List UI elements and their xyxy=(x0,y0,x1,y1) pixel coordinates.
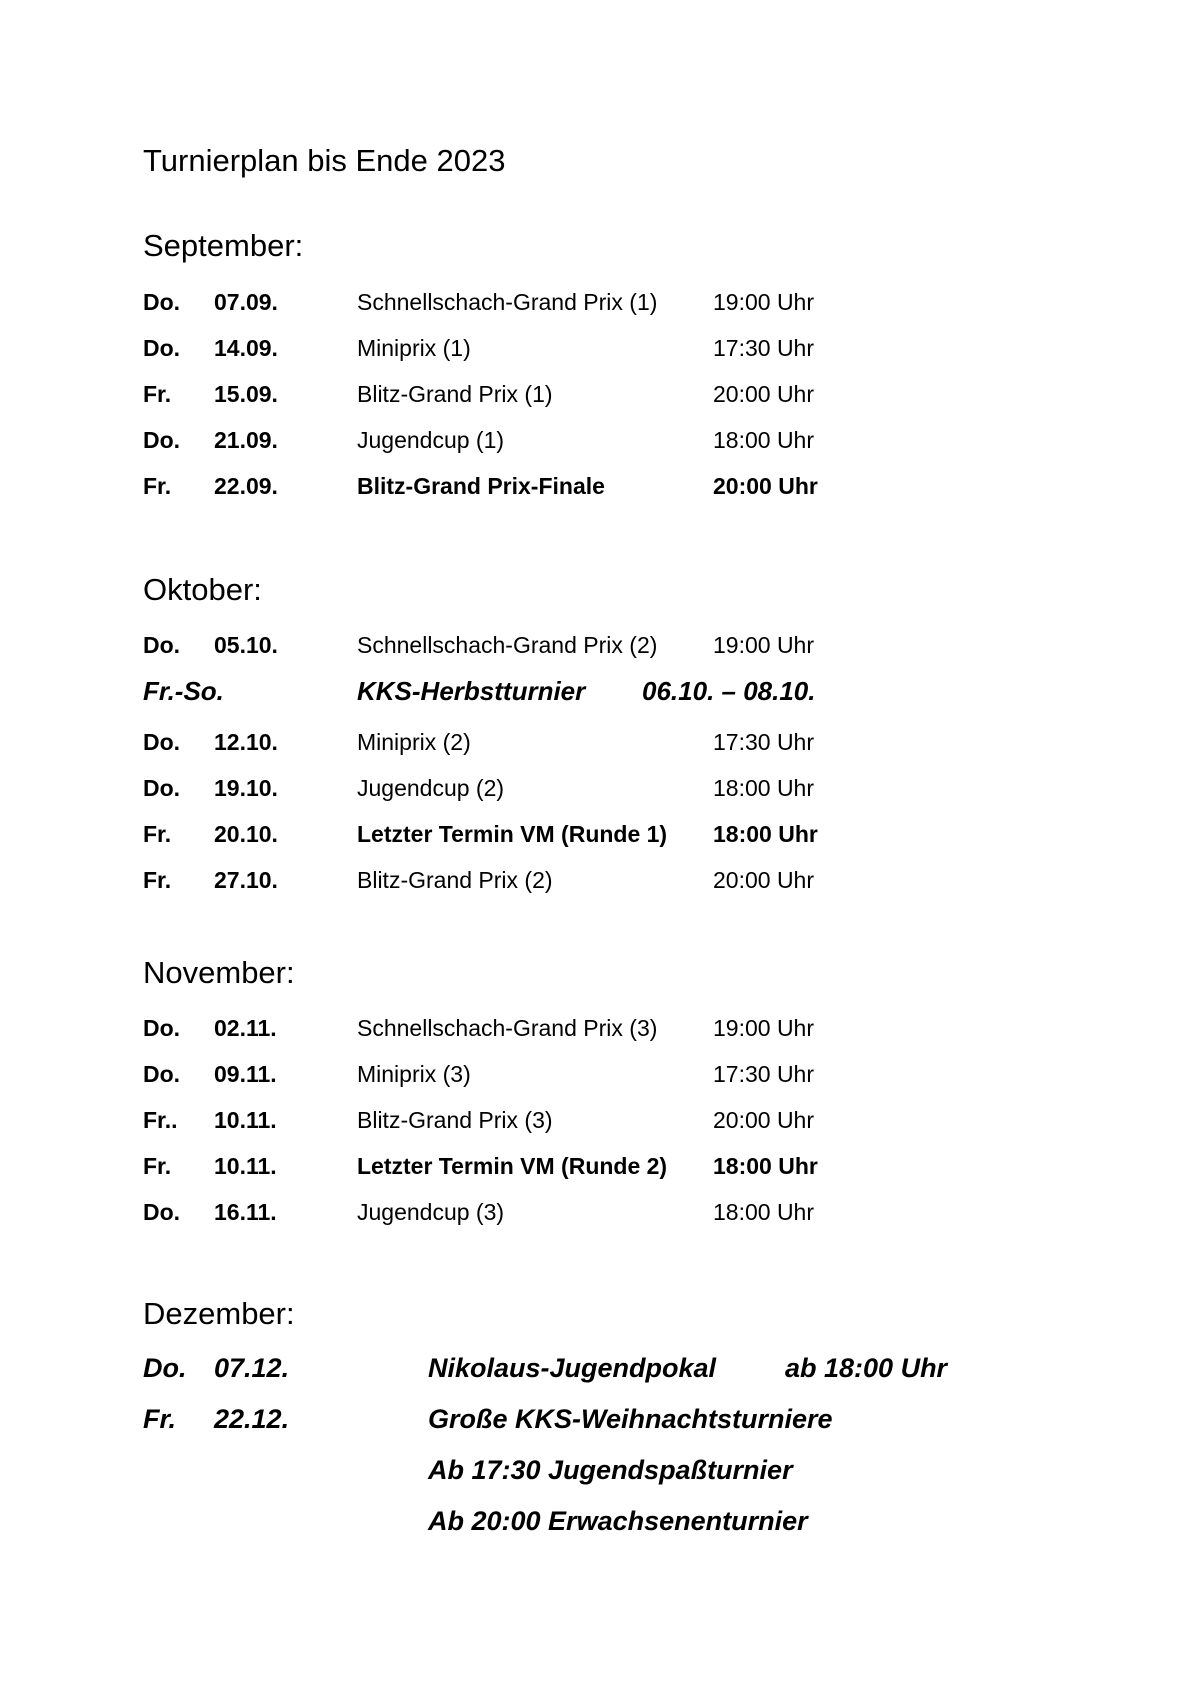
row-date: 20.10. xyxy=(214,821,278,847)
row-day: Do. xyxy=(143,289,181,315)
row-event: Blitz-Grand Prix (2) xyxy=(357,867,553,893)
row-date: 10.11. xyxy=(214,1153,277,1179)
row-event: Blitz-Grand Prix-Finale xyxy=(357,473,605,499)
special-event-days: Fr.-So. xyxy=(143,676,224,706)
row-date: 21.09. xyxy=(214,427,278,453)
row-time: 17:30 Uhr xyxy=(713,335,815,361)
row-time: 18:00 Uhr xyxy=(713,427,815,453)
schedule-row xyxy=(0,630,1190,660)
row-event: Miniprix (3) xyxy=(357,1061,471,1087)
row-event: Schnellschach-Grand Prix (3) xyxy=(357,1015,658,1041)
row-day: Do. xyxy=(143,1199,181,1225)
schedule-row-highlighted xyxy=(0,819,1190,849)
row-time: 18:00 Uhr xyxy=(713,1199,815,1225)
row-date: 16.11. xyxy=(214,1199,277,1225)
nikolaus-row xyxy=(0,1351,1190,1385)
row-day: Do. xyxy=(143,427,181,453)
row-event: Blitz-Grand Prix (1) xyxy=(357,381,553,407)
special-event-row xyxy=(0,674,1190,708)
row-day: Fr. xyxy=(143,821,172,847)
row-time: 20:00 Uhr xyxy=(713,473,818,499)
row-event: Jugendcup (1) xyxy=(357,427,505,453)
row-event: Miniprix (2) xyxy=(357,729,471,755)
row-day: Fr. xyxy=(143,381,172,407)
row-event: Schnellschach-Grand Prix (1) xyxy=(357,289,658,315)
month-heading-oktober: Oktober: xyxy=(143,572,262,607)
schedule-row-highlighted xyxy=(0,471,1190,501)
row-time: 20:00 Uhr xyxy=(713,867,815,893)
page-title: Turnierplan bis Ende 2023 xyxy=(143,143,506,178)
row-day: Do. xyxy=(143,729,181,755)
row-time: 19:00 Uhr xyxy=(713,289,815,315)
month-heading-dezember: Dezember: xyxy=(143,1296,295,1331)
row-time: 19:00 Uhr xyxy=(713,632,815,658)
row-day: Do. xyxy=(143,775,181,801)
row-event: Miniprix (1) xyxy=(357,335,471,361)
row-time: 17:30 Uhr xyxy=(713,1061,815,1087)
row-date: 22.12. xyxy=(214,1404,290,1434)
special-event-name: KKS-Herbstturnier xyxy=(357,676,586,706)
schedule-row xyxy=(0,1059,1190,1089)
row-day: Do. xyxy=(143,1015,181,1041)
schedule-row xyxy=(0,865,1190,895)
row-day: Fr. xyxy=(143,473,172,499)
weihnachten-row xyxy=(0,1402,1190,1436)
schedule-row xyxy=(0,379,1190,409)
row-time: 18:00 Uhr xyxy=(713,1153,818,1179)
row-time: 20:00 Uhr xyxy=(713,1107,815,1133)
row-day: Fr.. xyxy=(143,1107,178,1133)
row-date: 22.09. xyxy=(214,473,278,499)
row-event: Schnellschach-Grand Prix (2) xyxy=(357,632,658,658)
jugend-turnier-line: Ab 17:30 Jugendspaßturnier xyxy=(428,1455,793,1485)
row-date: 07.09. xyxy=(214,289,278,315)
schedule-row xyxy=(0,333,1190,363)
row-date: 12.10. xyxy=(214,729,278,755)
row-day: Fr. xyxy=(143,1153,172,1179)
row-date: 05.10. xyxy=(214,632,278,658)
row-event: Jugendcup (2) xyxy=(357,775,505,801)
row-event: Letzter Termin VM (Runde 1) xyxy=(357,821,668,847)
row-time: 18:00 Uhr xyxy=(713,775,815,801)
row-time: 19:00 Uhr xyxy=(713,1015,815,1041)
row-event: Jugendcup (3) xyxy=(357,1199,505,1225)
row-event: Blitz-Grand Prix (3) xyxy=(357,1107,553,1133)
month-heading-november: November: xyxy=(143,955,295,990)
row-event: Nikolaus-Jugendpokal xyxy=(428,1353,717,1383)
row-day: Do. xyxy=(143,335,181,361)
row-event: Große KKS-Weihnachtsturniere xyxy=(428,1404,833,1434)
row-time: 20:00 Uhr xyxy=(713,381,815,407)
row-day: Fr. xyxy=(143,867,172,893)
row-date: 27.10. xyxy=(214,867,278,893)
special-event-dates: 06.10. – 08.10. xyxy=(642,676,816,706)
erwachsenen-turnier-line: Ab 20:00 Erwachsenenturnier xyxy=(428,1506,808,1536)
weihnachten-line-1 xyxy=(0,1453,1190,1487)
row-time: 17:30 Uhr xyxy=(713,729,815,755)
row-time: ab 18:00 Uhr xyxy=(785,1353,948,1383)
row-day: Do. xyxy=(143,1061,181,1087)
schedule-row xyxy=(0,287,1190,317)
row-day: Do. xyxy=(143,1353,187,1383)
row-time: 18:00 Uhr xyxy=(713,821,818,847)
row-date: 02.11. xyxy=(214,1015,277,1041)
row-event: Letzter Termin VM (Runde 2) xyxy=(357,1153,668,1179)
row-date: 15.09. xyxy=(214,381,278,407)
schedule-row xyxy=(0,727,1190,757)
row-date: 14.09. xyxy=(214,335,278,361)
weihnachten-line-2 xyxy=(0,1504,1190,1538)
schedule-row xyxy=(0,1197,1190,1227)
schedule-row xyxy=(0,425,1190,455)
schedule-row-highlighted xyxy=(0,1151,1190,1181)
schedule-row xyxy=(0,773,1190,803)
row-date: 19.10. xyxy=(214,775,278,801)
row-date: 09.11. xyxy=(214,1061,277,1087)
row-day: Fr. xyxy=(143,1404,177,1434)
row-day: Do. xyxy=(143,632,181,658)
schedule-row xyxy=(0,1105,1190,1135)
schedule-row xyxy=(0,1013,1190,1043)
row-date: 10.11. xyxy=(214,1107,277,1133)
row-date: 07.12. xyxy=(214,1353,290,1383)
month-heading-september: September: xyxy=(143,228,304,263)
